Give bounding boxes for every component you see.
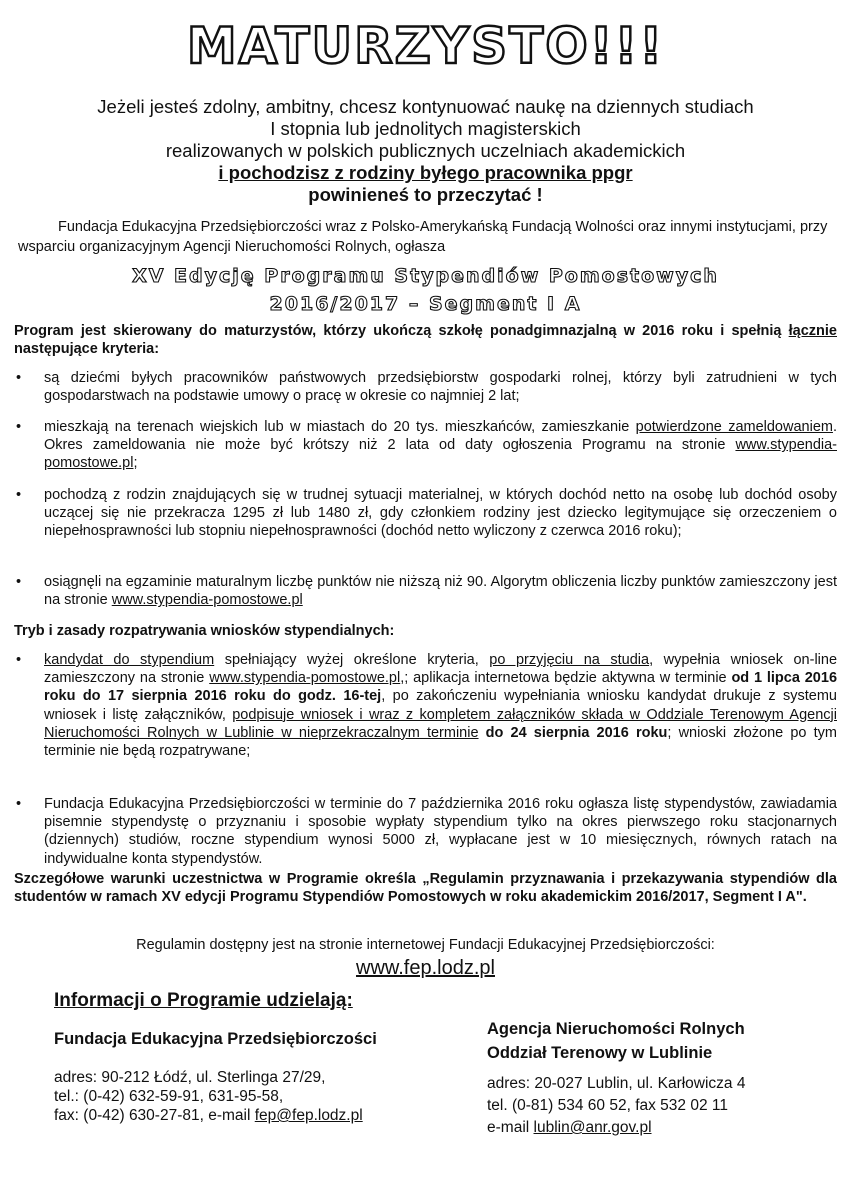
fep-fax-line xyxy=(54,1106,363,1125)
criterion-text: ; xyxy=(133,455,138,472)
regulation-line: Regulamin dostępny jest na stronie internetowej Fundacji Edukacyjnej Przedsiębiorczości: xyxy=(136,937,715,953)
bullet-icon: • xyxy=(16,370,22,386)
intro-line-1: Jeżeli jesteś zdolny, ambitny, chcesz kontynuować naukę na dziennych studiach xyxy=(97,96,754,117)
criterion-4 xyxy=(14,573,837,609)
details-note: Szczegółowe warunki uczestnictwa w Programie określa „Regulamin przyznawania i przekazywania stypendiów dla studentów w ramach XV edycji Programu Stypendiów Pomostowych w roku akademickim 2016/2017, Segment I A". xyxy=(14,871,837,905)
fep-fax: fax: (0-42) 630-27-81, e-mail xyxy=(54,1107,255,1124)
anr-email-link[interactable]: lublin@anr.gov.pl xyxy=(533,1119,652,1136)
anr-contact xyxy=(487,1073,745,1139)
edition-heading xyxy=(0,262,851,318)
info-heading: Informacji o Programie udzielają: xyxy=(54,990,353,1011)
criterion-1 xyxy=(14,369,837,405)
procedure-deadline: do 24 sierpnia 2016 roku xyxy=(478,724,668,741)
edition-line-1: XV Edycję Programu Stypendiów Pomostowych xyxy=(132,265,719,287)
bullet-icon: • xyxy=(16,419,22,435)
procedure-deadline: od 1 lipca 2016 roku do 17 sierpnia 2016 roku do godz. 16-tej xyxy=(44,670,838,705)
anr-email-line xyxy=(487,1117,745,1139)
criterion-text: są dziećmi byłych pracowników państwowych przedsiębiorstw gospodarki rolnej, którzy byli zatrudnieni w tych gospodarstwach na podstawie umowy o pracę w okresie co najmniej 2 lat; xyxy=(44,370,837,405)
bullet-icon: • xyxy=(16,652,22,668)
intro-line-4: i pochodzisz z rodziny byłego pracownika ppgr xyxy=(218,162,633,183)
announcement: Fundacja Edukacyjna Przedsiębiorczości wraz z Polsko-Amerykańską Fundacją Wolności oraz innymi instytucjami, przy wsparciu organizacyjnym Agencji Nieruchomości Rolnych, ogłasza xyxy=(18,219,828,255)
lead-text: Program jest skierowany do maturzystów, którzy ukończą szkołę ponadgimnazjalną w 2016 roku i spełnią xyxy=(14,323,789,339)
procedure-text: spełniający wyżej określone kryteria, xyxy=(214,652,490,668)
fep-address: adres: 90-212 Łódź, ul. Sterlinga 27/29, xyxy=(54,1069,326,1086)
procedure-text: , po zakończeniu wypełniania wniosku kandydat drukuje z systemu wniosek i listę załączników, xyxy=(44,688,837,723)
edition-line-2: 2016/2017 – Segment I A xyxy=(269,293,582,315)
procedure-emphasis: podpisuje wniosek i wraz z kompletem załączników składa w Oddziale Terenowym Agencji Nieruchomości Rolnych w Lublinie w nieprzekraczalnym terminie xyxy=(44,706,837,741)
bullet-icon: • xyxy=(16,574,22,590)
anr-address: adres: 20-027 Lublin, ul. Karłowicza 4 xyxy=(487,1075,746,1092)
fep-tel: tel.: (0-42) 632-59-91, 631-95-58, xyxy=(54,1088,284,1105)
criterion-3 xyxy=(14,486,837,541)
fep-name: Fundacja Edukacyjna Przedsiębiorczości xyxy=(54,1030,377,1048)
anr-name-line-2: Oddział Terenowy w Lublinie xyxy=(487,1044,713,1062)
procedure-heading: Tryb i zasady rozpatrywania wniosków stypendialnych: xyxy=(14,623,395,639)
bullet-icon: • xyxy=(16,487,22,503)
anr-name xyxy=(487,1017,745,1065)
fep-contact xyxy=(54,1068,363,1125)
stypendia-link[interactable]: www.stypendia-pomostowe.pl xyxy=(44,437,837,472)
criterion-text: mieszkają na terenach wiejskich lub w miastach do 20 tys. mieszkańców, zamieszkanie xyxy=(44,419,636,435)
criterion-2 xyxy=(14,418,837,473)
procedure-text: ; wnioski złożone po tym terminie nie będą rozpatrywane; xyxy=(44,724,838,760)
lead-emphasis: łącznie xyxy=(788,323,837,339)
intro-line-3: realizowanych w polskich publicznych uczelniach akademickich xyxy=(165,140,686,161)
intro xyxy=(40,96,811,206)
procedure-step-1 xyxy=(14,651,837,760)
criterion-text: . Okres zameldowania nie może być krótszy niż 2 lata od daty ogłoszenia Programu na stronie xyxy=(44,419,837,454)
intro-line-2: I stopnia lub jednolitych magisterskich xyxy=(270,118,581,139)
stypendia-link[interactable]: www.stypendia-pomostowe.pl xyxy=(209,670,401,687)
criterion-emphasis: potwierdzone zameldowaniem xyxy=(635,419,833,435)
procedure-emphasis: kandydat do stypendium xyxy=(44,652,215,668)
fep-website-link[interactable]: www.fep.lodz.pl xyxy=(356,957,495,979)
procedure-step-2 xyxy=(14,795,837,868)
bullet-icon: • xyxy=(16,796,22,812)
procedure-emphasis: po przyjęciu na studia xyxy=(489,652,650,668)
criterion-text: osiągnęli na egzaminie maturalnym liczbę punktów nie niższą niż 90. Algorytm obliczenia liczby punktów zamieszczony jest na stronie xyxy=(44,574,837,609)
fep-email-link[interactable]: fep@fep.lodz.pl xyxy=(254,1107,363,1124)
program-lead xyxy=(14,322,837,358)
intro-line-5: powinieneś to przeczytać ! xyxy=(308,184,543,205)
procedure-text: , wypełnia wniosek on-line zamieszczony na stronie xyxy=(44,652,838,687)
procedure-text: ,; aplikacja internetowa będzie aktywna w terminie xyxy=(400,670,732,687)
page-title: MATURZYSTO!!! xyxy=(186,17,665,75)
stypendia-link[interactable]: www.stypendia-pomostowe.pl xyxy=(111,592,303,609)
criterion-text: pochodzą z rodzin znajdujących się w trudnej sytuacji materialnej, w których dochód netto na osobę lub dochód osoby uczącej się nie przekracza 1295 zł lub 1480 zł, gdy członkiem rodziny jest dziecko legitymujące się orzeczeniem o niepełnosprawności lub stopniu niepełnosprawności (dochód netto wyliczony z czerwca 2016 roku); xyxy=(44,487,837,540)
procedure-text: Fundacja Edukacyjna Przedsiębiorczości w terminie do 7 października 2016 roku ogłasza listę stypendystów, zawiadamia pisemnie stypendystę o przyznaniu i sposobie wypłaty stypendium tylko na okres pierwszego roku stacjonarnych (dziennych) studiów, roczne stypendium wynosi 5000 zł, wypłacane jest w 10 miesięcznych, równych ratach na indywidualne konta stypendystów. xyxy=(44,796,837,867)
lead-text-end: następujące kryteria: xyxy=(14,341,160,357)
anr-email-label: e-mail xyxy=(487,1119,534,1136)
anr-tel: tel. (0-81) 534 60 52, fax 532 02 11 xyxy=(487,1097,728,1114)
anr-name-line-1: Agencja Nieruchomości Rolnych xyxy=(487,1020,745,1038)
